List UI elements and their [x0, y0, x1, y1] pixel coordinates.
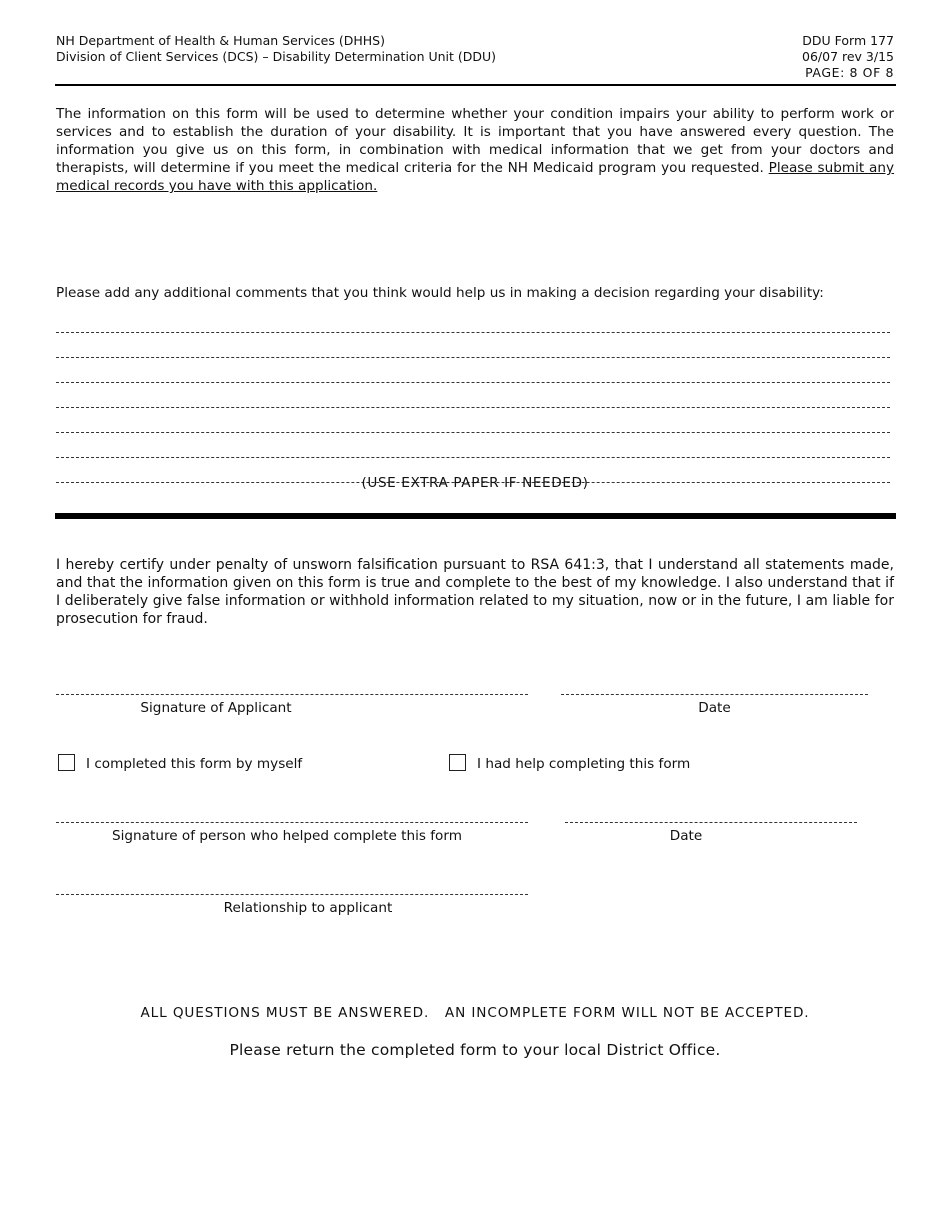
form-revision: 06/07 rev 3/15 — [802, 49, 894, 64]
extra-paper-note: (USE EXTRA PAPER IF NEEDED) — [361, 475, 589, 491]
relationship-line[interactable] — [56, 894, 528, 895]
agency-header — [56, 33, 496, 65]
helper-signature-label: Signature of person who helped complete this form — [112, 828, 462, 844]
form-id: DDU Form 177 — [802, 33, 894, 48]
completed-by-self-label: I completed this form by myself — [86, 756, 303, 772]
applicant-date-line[interactable] — [561, 694, 868, 695]
had-help-checkbox[interactable] — [449, 754, 466, 771]
helper-signature-line[interactable] — [56, 822, 528, 823]
return-instruction: Please return the completed form to your local District Office. — [229, 1041, 721, 1059]
helper-date-line[interactable] — [565, 822, 857, 823]
section-divider — [55, 513, 896, 519]
header-divider — [55, 84, 896, 86]
required-notice: ALL QUESTIONS MUST BE ANSWERED. AN INCOMPLETE FORM WILL NOT BE ACCEPTED. — [140, 1005, 810, 1021]
agency-name: NH Department of Health & Human Services (DHHS) — [56, 33, 385, 48]
comments-prompt: Please add any additional comments that you think would help us in making a decision regarding your disability: — [56, 285, 824, 301]
comment-line[interactable] — [56, 383, 890, 408]
intro-underlined-note: Please submit any medical records you have with this application. — [56, 160, 895, 194]
comments-area[interactable] — [56, 308, 890, 483]
comment-line[interactable] — [56, 333, 890, 358]
form-info — [802, 33, 894, 81]
applicant-date-label: Date — [698, 700, 731, 716]
comment-line[interactable] — [56, 408, 890, 433]
intro-text: The information on this form will be used to determine whether your condition impairs your ability to perform work or services and to establish the duration of your disability. It is important that you have answered every question. The information you give us on this form, in combination with medical information that we get from your doctors and therapists, will determine if you meet the medical criteria for the NH Medicaid program you requested. — [56, 106, 894, 176]
division-name: Division of Client Services (DCS) – Disability Determination Unit (DDU) — [56, 49, 497, 64]
applicant-signature-label: Signature of Applicant — [140, 700, 292, 716]
completed-by-self-checkbox[interactable] — [58, 754, 75, 771]
page-number: PAGE: 8 OF 8 — [805, 65, 894, 80]
had-help-label: I had help completing this form — [477, 756, 691, 772]
relationship-label: Relationship to applicant — [223, 900, 393, 916]
comment-line[interactable] — [56, 433, 890, 458]
certification-statement: I hereby certify under penalty of unsworn falsification pursuant to RSA 641:3, that I understand all statements made, and that the information given on this form is true and complete to the best of my knowledge. I also understand that if I deliberately give false information or withhold information related to my situation, now or in the future, I am liable for prosecution for fraud. — [56, 557, 894, 627]
comment-line[interactable] — [56, 358, 890, 383]
helper-date-label: Date — [669, 828, 703, 844]
applicant-signature-line[interactable] — [56, 694, 528, 695]
intro-paragraph — [56, 105, 894, 195]
comment-line[interactable] — [56, 308, 890, 333]
